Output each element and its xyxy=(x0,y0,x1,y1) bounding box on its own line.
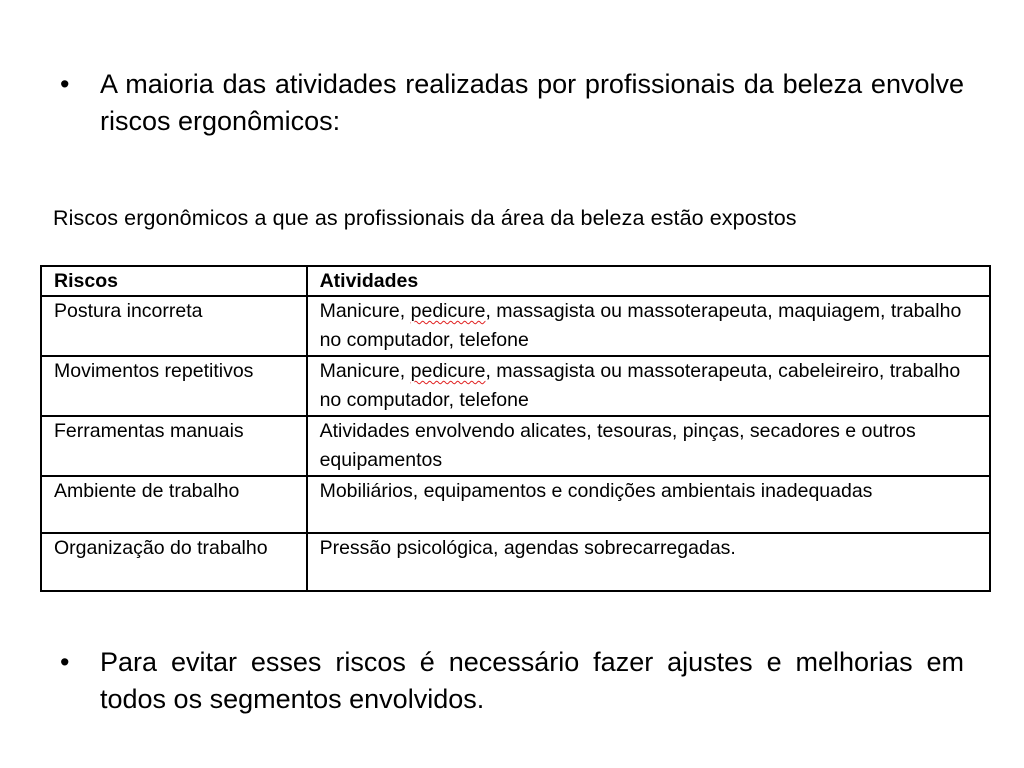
activities-text: , massagista ou massoterapeuta, maquiagem, trabalho no computador, telefone xyxy=(319,300,962,351)
conclusion-bullet xyxy=(60,644,964,718)
table-row xyxy=(41,296,990,356)
activities-text: Manicure, xyxy=(319,360,411,382)
risk-table xyxy=(40,265,991,592)
activities-cell: Mobiliários, equipamentos e condições ambientais inadequadas xyxy=(307,476,990,533)
activities-text: Manicure, xyxy=(319,300,411,322)
table-row xyxy=(41,476,990,533)
activities-text: , massagista ou massoterapeuta, cabeleireiro, trabalho no computador, telefone xyxy=(319,360,961,411)
intro-bullet xyxy=(60,66,964,140)
header-activities: Atividades xyxy=(307,266,990,296)
risk-cell: Ambiente de trabalho xyxy=(41,476,307,533)
conclusion-bullet-text: Para evitar esses riscos é necessário fazer ajustes e melhorias em todos os segmentos envolvidos. xyxy=(100,647,964,714)
bullet-marker: • xyxy=(60,647,70,677)
table-title: Riscos ergonômicos a que as profissionais da área da beleza estão expostos xyxy=(53,206,797,230)
risk-cell: Postura incorreta xyxy=(41,296,307,356)
intro-bullet-text: A maioria das atividades realizadas por profissionais da beleza envolve riscos ergonômicos: xyxy=(100,69,964,136)
risk-cell: Organização do trabalho xyxy=(41,533,307,591)
activities-cell: Pressão psicológica, agendas sobrecarregadas. xyxy=(307,533,990,591)
misspelled-word: pedicure xyxy=(410,360,486,382)
table-header-row xyxy=(41,266,990,296)
bullet-marker: • xyxy=(60,69,70,99)
misspelled-word: pedicure xyxy=(410,300,486,322)
risk-cell: Ferramentas manuais xyxy=(41,416,307,476)
activities-cell: Atividades envolvendo alicates, tesouras, pinças, secadores e outros equipamentos xyxy=(307,416,990,476)
risk-cell: Movimentos repetitivos xyxy=(41,356,307,416)
table-row xyxy=(41,416,990,476)
activities-cell xyxy=(307,296,990,356)
activities-cell xyxy=(307,356,990,416)
header-risks: Riscos xyxy=(41,266,307,296)
table-row xyxy=(41,356,990,416)
table-row xyxy=(41,533,990,591)
